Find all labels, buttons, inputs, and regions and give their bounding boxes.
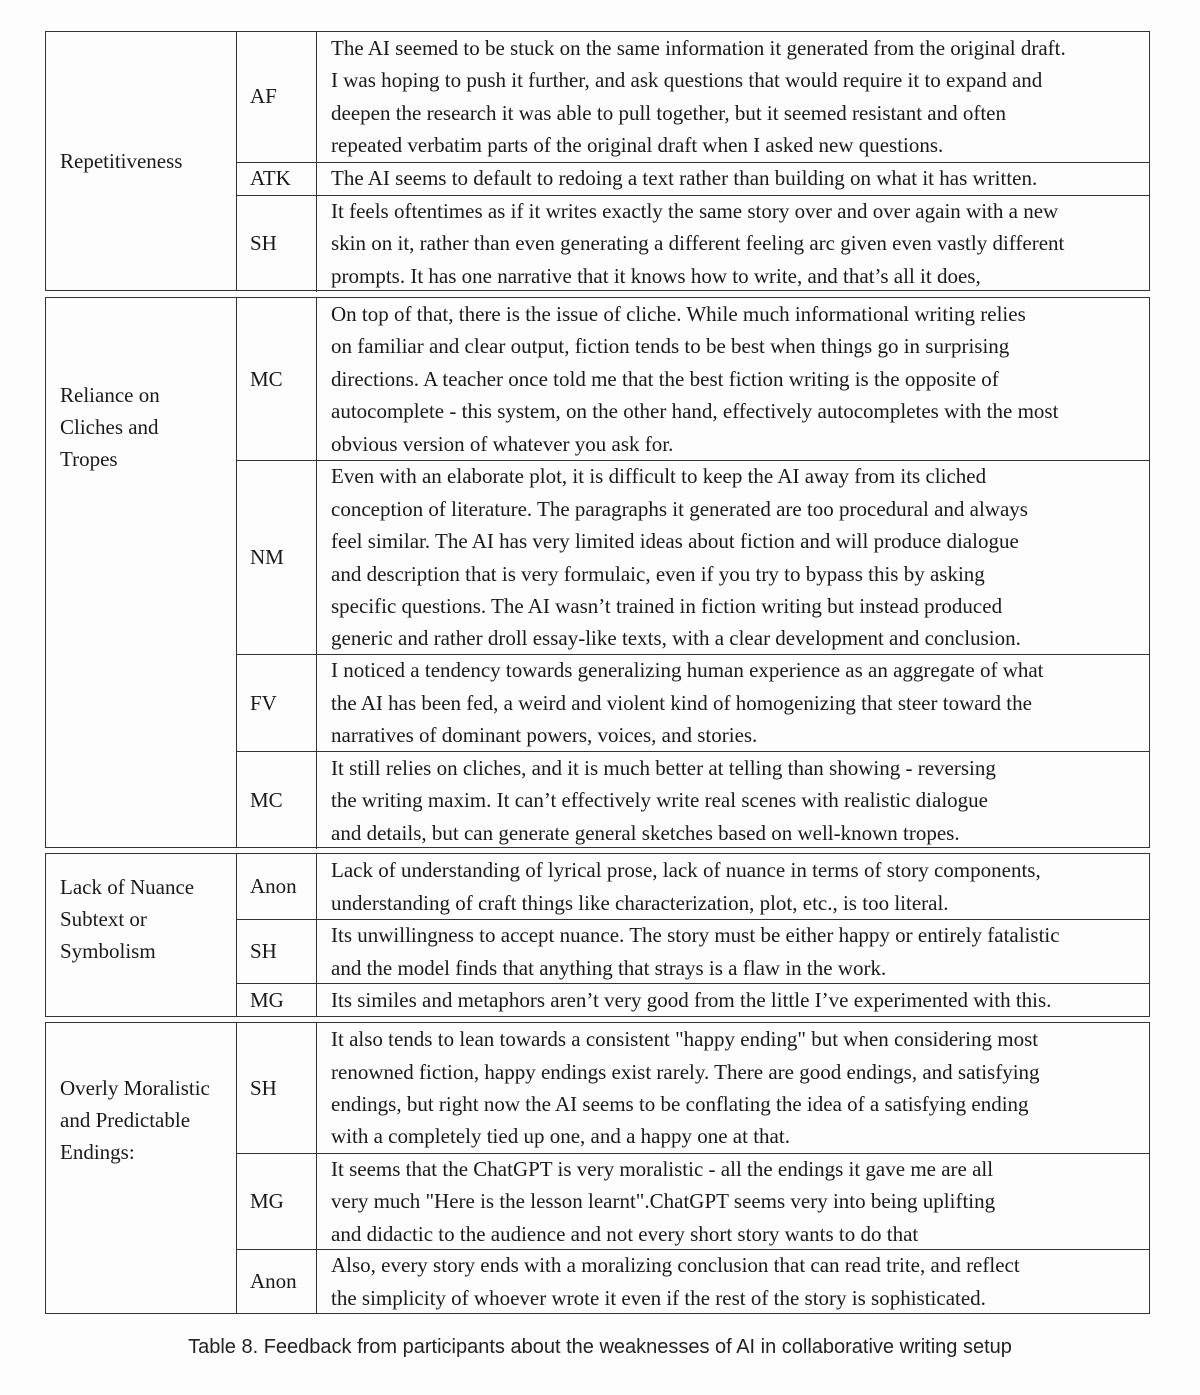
participant-id: FV (237, 655, 317, 751)
table-row (237, 32, 1149, 163)
group-rows (237, 32, 1149, 290)
category-cell: Overly Moralistic and Predictable Endings: (46, 1023, 237, 1313)
participant-id: SH (237, 1023, 317, 1153)
table-row (237, 854, 1149, 920)
table-row (237, 655, 1149, 752)
table-row (237, 1023, 1149, 1154)
participant-id: MC (237, 298, 317, 460)
feedback-text: On top of that, there is the issue of cliche. While much informational writing relies on familiar and clear output, fiction tends to be best when things go in surprising directions. A teacher once told me that the best fiction writing is the opposite of autocomplete - this system, on the other hand, effectively autocompletes with the most obvious version of whatever you ask for. (331, 301, 1059, 456)
table-row (237, 1154, 1149, 1250)
participant-id: NM (237, 461, 317, 654)
feedback-text: Its similes and metaphors aren’t very good from the little I’ve experimented with this. (331, 987, 1052, 1012)
feedback-text: Even with an elaborate plot, it is difficult to keep the AI away from its cliched conception of literature. The paragraphs it generated are too procedural and always feel similar. The AI has very limited ideas about fiction and will produce dialogue and description that is very formulaic, even if you try to bypass this by asking specific questions. The AI wasn’t trained in fiction writing but instead produced generic and rather droll essay-like texts, with a clear development and conclusion. (331, 464, 1028, 651)
participant-id: MC (237, 752, 317, 849)
participant-id: SH (237, 920, 317, 983)
table-row (237, 920, 1149, 984)
feedback-text: It also tends to lean towards a consistent "happy ending" but when considering most renowned fiction, happy endings exist rarely. There are good endings, and satisfying endings, but right now the AI seems to be conflating the idea of a satisfying ending with a completely tied up one, and a happy one at that. (331, 1027, 1040, 1149)
group-rows (237, 1023, 1149, 1313)
feedback-text: I noticed a tendency towards generalizing human experience as an aggregate of what the AI has been fed, a weird and violent kind of homogenizing that steer toward the narratives of dominant powers, voices, and stories. (331, 658, 1044, 748)
table-group-moralistic (45, 1022, 1150, 1314)
table-row (237, 984, 1149, 1016)
feedback-text: It feels oftentimes as if it writes exactly the same story over and over again with a new skin on it, rather than even generating a different feeling arc given even vastly different prompts. It has one narrative that it knows how to write, and that’s all it does, (331, 199, 1065, 288)
table-group-nuance (45, 853, 1150, 1017)
group-rows (237, 298, 1149, 847)
participant-id: MG (237, 984, 317, 1016)
table-row (237, 752, 1149, 849)
feedback-text: Its unwillingness to accept nuance. The story must be either happy or entirely fatalistic and the model finds that anything that strays is a flaw in the work. (331, 923, 1060, 980)
participant-id: ATK (237, 163, 317, 195)
table-group-cliches (45, 297, 1150, 848)
table-row (237, 163, 1149, 196)
participant-id: Anon (237, 1250, 317, 1313)
feedback-text: It seems that the ChatGPT is very moralistic - all the endings it gave me are all very much "Here is the lesson learnt".ChatGPT seems very into being uplifting and didactic to the audience and not every short story wants to do that (331, 1156, 996, 1246)
table-row (237, 196, 1149, 292)
group-rows (237, 854, 1149, 1016)
category-cell: Reliance on Cliches and Tropes (46, 298, 237, 847)
table-row (237, 298, 1149, 461)
participant-id: AF (237, 32, 317, 162)
feedback-text: The AI seems to default to redoing a text rather than building on what it has written. (331, 166, 1038, 191)
table-group-repetitiveness (45, 31, 1150, 291)
table-caption: Table 8. Feedback from participants about the weaknesses of AI in collaborative writing setup (188, 1336, 1012, 1358)
feedback-text: Lack of understanding of lyrical prose, lack of nuance in terms of story components, understanding of craft things like characterization, plot, etc., is too literal. (331, 858, 1041, 915)
participant-id: MG (237, 1154, 317, 1249)
category-cell: Repetitiveness (46, 32, 237, 290)
participant-id: SH (237, 196, 317, 292)
table-row (237, 1250, 1149, 1313)
feedback-text: The AI seemed to be stuck on the same information it generated from the original draft. I was hoping to push it further, and ask questions that would require it to expand and deepen the research it was able to pull together, but it seemed resistant and often repeated verbatim parts of the original draft when I asked new questions. (331, 36, 1066, 158)
table-row (237, 461, 1149, 655)
participant-id: Anon (237, 854, 317, 919)
feedback-text: Also, every story ends with a moralizing conclusion that can read trite, and reflect the simplicity of whoever wrote it even if the rest of the story is sophisticated. (331, 1253, 1020, 1310)
category-cell: Lack of Nuance Subtext or Symbolism (46, 854, 237, 1016)
feedback-text: It still relies on cliches, and it is much better at telling than showing - reversing the writing maxim. It can’t effectively write real scenes with realistic dialogue and details, but can generate general sketches based on well-known tropes. (331, 755, 996, 845)
